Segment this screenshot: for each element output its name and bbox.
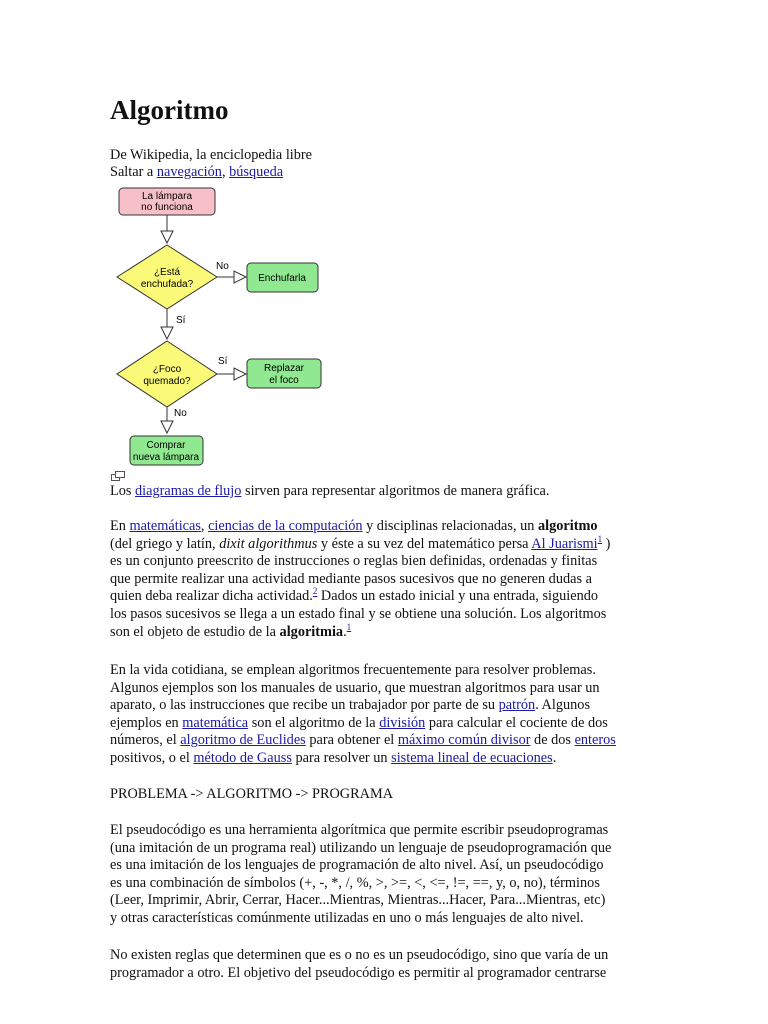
p2-text: aparato, o las instrucciones que recibe un trabajador por parte de su: [110, 697, 499, 714]
p1-text: ): [602, 535, 611, 552]
link-enteros[interactable]: enteros: [574, 732, 616, 749]
flow-decision-2-label-1: ¿Foco: [152, 364, 182, 375]
footnote-ref-1b[interactable]: 1: [346, 621, 352, 632]
link-patron[interactable]: patrón: [498, 697, 536, 714]
p2-text: números, el: [110, 732, 181, 749]
p2-text: positivos, o el: [110, 749, 194, 766]
paragraph-daily-life: [110, 662, 658, 768]
link-metodo-gauss[interactable]: método de Gauss: [193, 749, 292, 766]
p1-text: .: [343, 623, 347, 640]
p1-line: que permite realizar una actividad mediante pasos sucesivos que no generen dudas a: [110, 570, 592, 587]
link-algoritmo-euclides[interactable]: algoritmo de Euclides: [180, 732, 306, 749]
p2-text: . Algunos: [535, 697, 591, 714]
link-al-juarismi[interactable]: Al Juarismi: [531, 535, 598, 552]
p1-text: ,: [200, 518, 209, 534]
p5-line: No existen reglas que determinen que es o no es un pseudocódigo, sino que varía de un: [110, 947, 609, 963]
p1-text: quien deba realizar dicha actividad.: [110, 588, 313, 605]
flow-decision-1-label-2: enchufada?: [140, 279, 194, 290]
skip-separator: ,: [221, 164, 230, 180]
term-dixit: dixit algorithmus: [219, 535, 318, 552]
p1-line: los pasos sucesivos se llega a un estado final y se obtiene una solución. Los algoritmos: [110, 605, 607, 622]
p1-line: es un conjunto preescrito de instrucciones o reglas bien definidas, ordenadas y finitas: [110, 553, 598, 570]
link-sistema-lineal[interactable]: sistema lineal de ecuaciones: [391, 749, 553, 766]
p2-text: para resolver un: [291, 749, 392, 766]
p1-text: son el objeto de estudio de la: [110, 623, 280, 640]
p5-line: programador a otro. El objetivo del pseudocódigo es permitir al programador centrarse: [110, 964, 607, 981]
flow-start-label-2: no funciona: [141, 202, 193, 213]
flow-action-comprar-label-1: Comprar: [146, 440, 186, 451]
flow-label-si-2: Sí: [218, 356, 228, 367]
footnote-ref-1[interactable]: 1: [597, 533, 603, 544]
flow-arrowhead-si-2: [234, 368, 246, 380]
flow-action-comprar-label-2: nueva lámpara: [132, 452, 200, 463]
skip-prefix: Saltar a: [110, 164, 157, 180]
enlarge-icon[interactable]: [111, 470, 125, 482]
link-maximo-comun-divisor[interactable]: máximo común divisor: [397, 732, 531, 749]
footnote-ref-2[interactable]: 2: [312, 586, 318, 597]
link-navegacion[interactable]: navegación: [156, 164, 222, 180]
caption-pre: Los: [110, 483, 136, 499]
link-division[interactable]: división: [379, 714, 426, 731]
p3-line: PROBLEMA -> ALGORITMO -> PROGRAMA: [110, 786, 394, 802]
skip-links: [110, 164, 283, 182]
flow-action-replazar-label-1: Replazar: [263, 363, 305, 374]
subtitle: De Wikipedia, la enciclopedia libre: [110, 147, 313, 163]
p4-line: y otras características comúnmente utilizadas en uno o más lenguajes de alto nivel.: [110, 909, 584, 926]
flow-label-no-1: No: [216, 261, 229, 272]
p1-text: Dados un estado inicial y una entrada, siguiendo: [317, 588, 599, 605]
p1-text: y éste a su vez del matemático persa: [317, 535, 532, 552]
image-caption: [110, 483, 658, 501]
p1-text: y disciplinas relacionadas, un: [362, 518, 538, 534]
flow-label-si-1: Sí: [176, 315, 186, 326]
flow-arrowhead-no-1: [234, 271, 246, 283]
p2-text: para obtener el: [305, 732, 398, 749]
p4-line: es una combinación de símbolos (+, -, *, /, %, >, >=, <, <=, !=, ==, y, o, no), términos: [110, 874, 600, 891]
flow-start-label-1: La lámpara: [141, 191, 193, 202]
paragraph-pseudocodigo: [110, 822, 658, 928]
caption-post: sirven para representar algoritmos de manera gráfica.: [241, 483, 550, 499]
flow-arrowhead-1: [161, 231, 173, 243]
p2-line: Algunos ejemplos son los manuales de usuario, que muestran algoritmos para usar un: [110, 679, 600, 696]
p4-line: (una imitación de un programa real) utilizando un lenguaje de pseudoprogramación que: [110, 839, 612, 856]
p2-text: para calcular el cociente de dos: [425, 714, 608, 731]
paragraph-reglas: [110, 947, 658, 982]
flow-decision-1-label-1: ¿Está: [153, 267, 181, 278]
p2-text: son el algoritmo de la: [248, 714, 380, 731]
p2-line: En la vida cotidiana, se emplean algoritmos frecuentemente para resolver problemas.: [110, 662, 596, 678]
p2-text: .: [552, 749, 557, 766]
page-title: Algoritmo: [110, 95, 229, 125]
flowchart: [110, 183, 330, 473]
p1-text: (del griego y latín,: [110, 535, 220, 552]
link-ciencias-computacion[interactable]: ciencias de la computación: [208, 518, 363, 534]
link-diagramas-de-flujo[interactable]: diagramas de flujo: [135, 483, 242, 499]
p1-text: En: [110, 518, 130, 534]
p4-line: (Leer, Imprimir, Abrir, Cerrar, Hacer...Mientras, Mientras...Hacer, Para...Mientras, etc): [110, 892, 606, 909]
p2-text: ejemplos en: [110, 714, 183, 731]
term-algoritmo: algoritmo: [538, 518, 598, 534]
p4-line: es una imitación de los lenguajes de programación de alto nivel. Así, un pseudocódigo: [110, 857, 604, 874]
p2-text: de dos: [530, 732, 575, 749]
flow-action-enchufarla-label: Enchufarla: [258, 273, 306, 284]
flow-action-replazar-label-2: el foco: [269, 375, 299, 386]
p4-line: El pseudocódigo es una herramienta algorítmica que permite escribir pseudoprogramas: [110, 822, 609, 838]
flow-arrowhead-2: [161, 327, 173, 339]
flow-label-no-2: No: [174, 408, 187, 419]
link-matematica[interactable]: matemática: [182, 714, 249, 731]
paragraph-problema: [110, 786, 658, 804]
flow-decision-2-label-2: quemado?: [143, 376, 191, 387]
flow-arrowhead-3: [161, 421, 173, 433]
paragraph-intro: [110, 518, 658, 641]
link-matematicas[interactable]: matemáticas: [129, 518, 201, 534]
link-busqueda[interactable]: búsqueda: [229, 164, 284, 180]
term-algoritmia: algoritmia: [279, 623, 344, 640]
